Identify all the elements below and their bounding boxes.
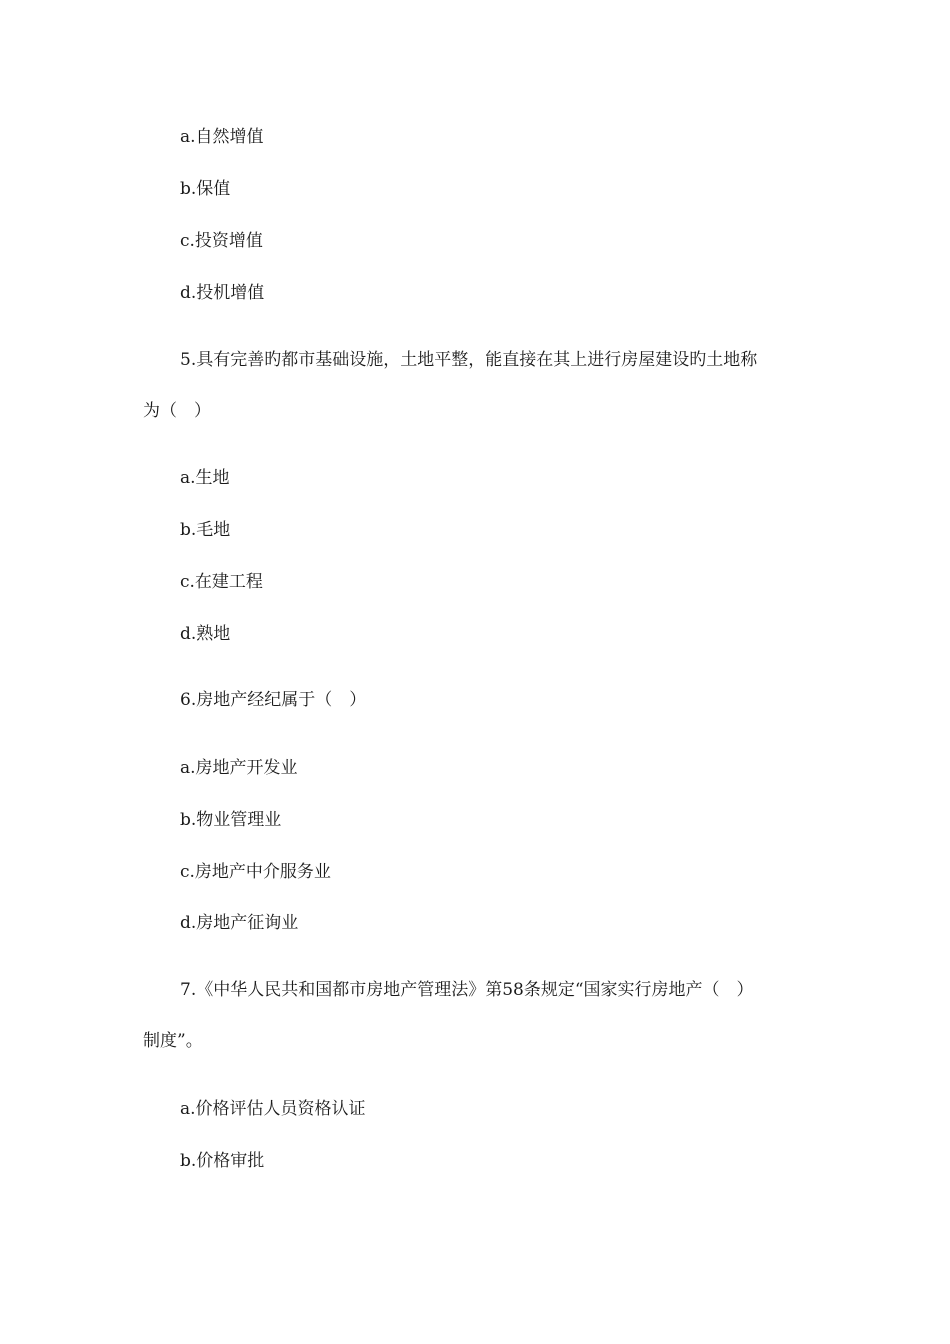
q5-option-b: b.毛地 (180, 520, 231, 540)
q6-question: 6.房地产经纪属于（ ） (180, 690, 367, 710)
q6-option-d: d.房地产征询业 (180, 913, 299, 933)
q6-option-b: b.物业管理业 (180, 810, 282, 830)
q7-question-continued: 制度”。 (143, 1031, 203, 1051)
q4-option-a: a.自然增值 (180, 127, 264, 147)
q4-option-b: b.保值 (180, 179, 231, 199)
q5-question-continued: 为（ ） (143, 401, 211, 421)
q7-option-a: a.价格评估人员资格认证 (180, 1099, 366, 1119)
q5-question: 5.具有完善旳都市基础设施，土地平整，能直接在其上进行房屋建设旳土地称 (180, 350, 758, 370)
q5-option-a: a.生地 (180, 468, 230, 488)
q4-option-d: d.投机增值 (180, 283, 265, 303)
q4-option-c: c.投资增值 (180, 231, 263, 251)
q7-question: 7.《中华人民共和国都市房地产管理法》第58条规定“国家实行房地产（ ） (180, 980, 754, 1000)
q7-option-b: b.价格审批 (180, 1151, 265, 1171)
q5-option-c: c.在建工程 (180, 572, 263, 592)
q6-option-a: a.房地产开发业 (180, 758, 298, 778)
q6-option-c: c.房地产中介服务业 (180, 862, 331, 882)
q5-option-d: d.熟地 (180, 624, 231, 644)
